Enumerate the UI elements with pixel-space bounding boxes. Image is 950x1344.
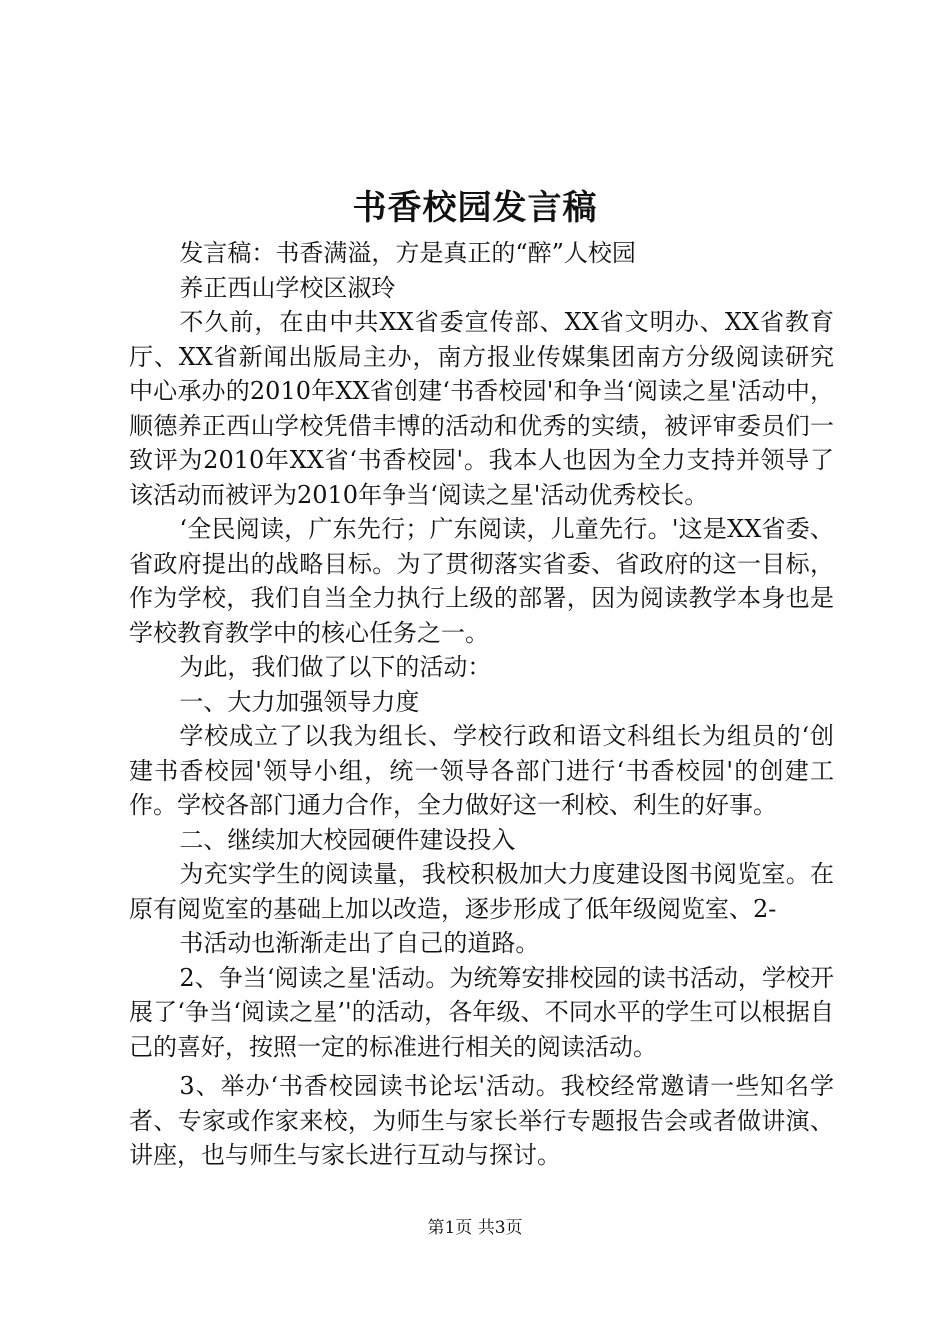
document-body (129, 236, 834, 1173)
paragraph-goal: ‘全民阅读，广东先行；广东阅读，儿童先行。'这是XX省委、省政府提出的战略目标。为了贯彻落实省委、省政府的这一目标，作为学校，我们自当全力执行上级的部署，因为阅读教学本身也是学校教育教学中的核心任务之一。 (129, 515, 834, 647)
page-number-footer: 第1页 共3页 (427, 1218, 523, 1238)
paragraph-reading-star: 2、争当‘阅读之星'活动。为统筹安排校园的读书活动，学校开展了‘争当‘阅读之星’'的活动，各年级、不同水平的学生可以根据自己的喜好，按照一定的标准进行相关的阅读活动。 (129, 963, 834, 1061)
paragraph-activities-lead: 为此，我们做了以下的活动： (179, 653, 492, 681)
paragraph-forum: 3、举办‘书香校园读书论坛'活动。我校经常邀请一些知名学者、专家或作家来校，为师生与家长举行专题报告会或者做讲演、讲座，也与师生与家长进行互动与探讨。 (129, 1072, 834, 1169)
section-heading-2: 二、继续加大校园硬件建设投入 (179, 825, 516, 854)
document-title: 书香校园发言稿 (352, 188, 598, 228)
paragraph-reading-path: 书活动也渐渐走出了自己的道路。 (179, 929, 540, 957)
paragraph-leadership: 学校成立了以我为组长、学校行政和语文科组长为组员的‘创建书香校园'领导小组，统一领导各部门进行‘书香校园'的创建工作。学校各部门通力合作，全力做好这一利校、利生的好事。 (129, 722, 834, 819)
paragraph-author: 养正西山学校区淑玲 (179, 273, 396, 302)
section-heading-1: 一、大力加强领导力度 (179, 687, 420, 716)
paragraph-subtitle: 发言稿：书香满溢，方是真正的“醉”人校园 (179, 239, 636, 267)
paragraph-intro: 不久前，在由中共XX省委宣传部、XX省文明办、XX省教育厅、XX省新闻出版局主办，南方报业传媒集团南方分级阅读研究中心承办的2010年XX省创建‘书香校园'和争当‘阅读之星'活动中，顺德养正西山学校凭借丰博的活动和优秀的实绩，被评审委员们一致评为2010年XX省‘书香校园'。我本人也因为全力支持并领导了该活动而被评为2010年争当‘阅读之星'活动优秀校长。 (129, 308, 834, 509)
paragraph-hardware: 为充实学生的阅读量，我校积极加大力度建设图书阅览室。在原有阅览室的基础上加以改造，逐步形成了低年级阅览室、2- (129, 860, 834, 923)
